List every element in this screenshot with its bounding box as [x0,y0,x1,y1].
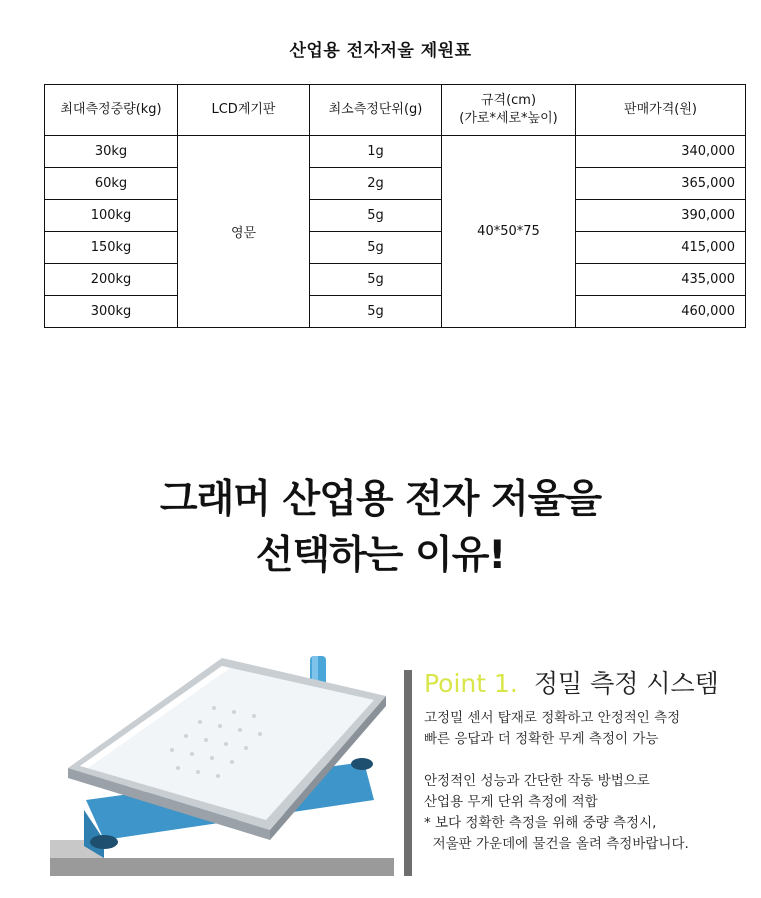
header-price: 판매가격(원) [576,85,746,136]
table-row [45,264,746,296]
cell-price: 415,000 [576,232,746,264]
scale-foot [351,758,373,770]
description-line: 빠른 응답과 더 정확한 무게 측정이 가능 [424,731,659,747]
table-row [45,296,746,328]
point-name: 정밀 측정 시스템 [533,669,719,698]
description-line: 저울판 가운데에 물건을 올려 측정바랍니다. [424,836,689,852]
table-row [45,232,746,264]
cell-size: 40*50*75 [442,136,576,328]
cell-min-unit: 5g [310,200,442,232]
table-row [45,136,746,168]
cell-min-unit: 5g [310,296,442,328]
point-divider-bar [404,670,412,876]
cell-capacity: 200kg [45,264,178,296]
cell-price: 365,000 [576,168,746,200]
description-line: 산업용 무게 단위 측정에 적합 [424,794,598,810]
cell-price: 390,000 [576,200,746,232]
scale-foot [90,835,118,849]
cell-min-unit: 2g [310,168,442,200]
table-row [45,168,746,200]
point-number: Point 1. [424,669,518,698]
header-size-line2: (가로*세로*높이) [459,111,558,126]
spec-table-header-row [45,85,746,136]
cell-min-unit: 5g [310,232,442,264]
header-capacity: 최대측정중량(kg) [45,85,178,136]
header-size [442,85,576,136]
description-line: * 보다 정확한 측정을 위해 중량 측정시, [424,815,657,831]
cell-price: 460,000 [576,296,746,328]
cell-price: 435,000 [576,264,746,296]
headline-line2: 선택하는 이유! [255,533,506,578]
cell-price: 340,000 [576,136,746,168]
spec-table-title: 산업용 전자저울 제원표 [289,41,472,61]
cell-capacity: 150kg [45,232,178,264]
cell-capacity: 300kg [45,296,178,328]
headline-line1: 그래머 산업용 전자 저울을 [159,477,602,522]
headline [0,472,761,584]
scale-product-image [44,650,394,876]
description-spacer [424,750,754,771]
cell-min-unit: 1g [310,136,442,168]
cell-capacity: 60kg [45,168,178,200]
cell-lcd: 영문 [178,136,310,328]
floor-shadow [50,858,394,876]
header-min-unit: 최소측정단위(g) [310,85,442,136]
description-line: 고정밀 센서 탑재로 정확하고 안정적인 측정 [424,710,681,726]
cell-capacity: 30kg [45,136,178,168]
header-size-line1: 규격(cm) [480,93,537,108]
spec-table [44,84,746,328]
table-row [45,200,746,232]
description-line: 안정적인 성능과 간단한 작동 방법으로 [424,773,650,789]
point-title [424,666,719,702]
point-description [424,708,754,855]
cell-min-unit: 5g [310,264,442,296]
cell-capacity: 100kg [45,200,178,232]
header-lcd: LCD계기판 [178,85,310,136]
